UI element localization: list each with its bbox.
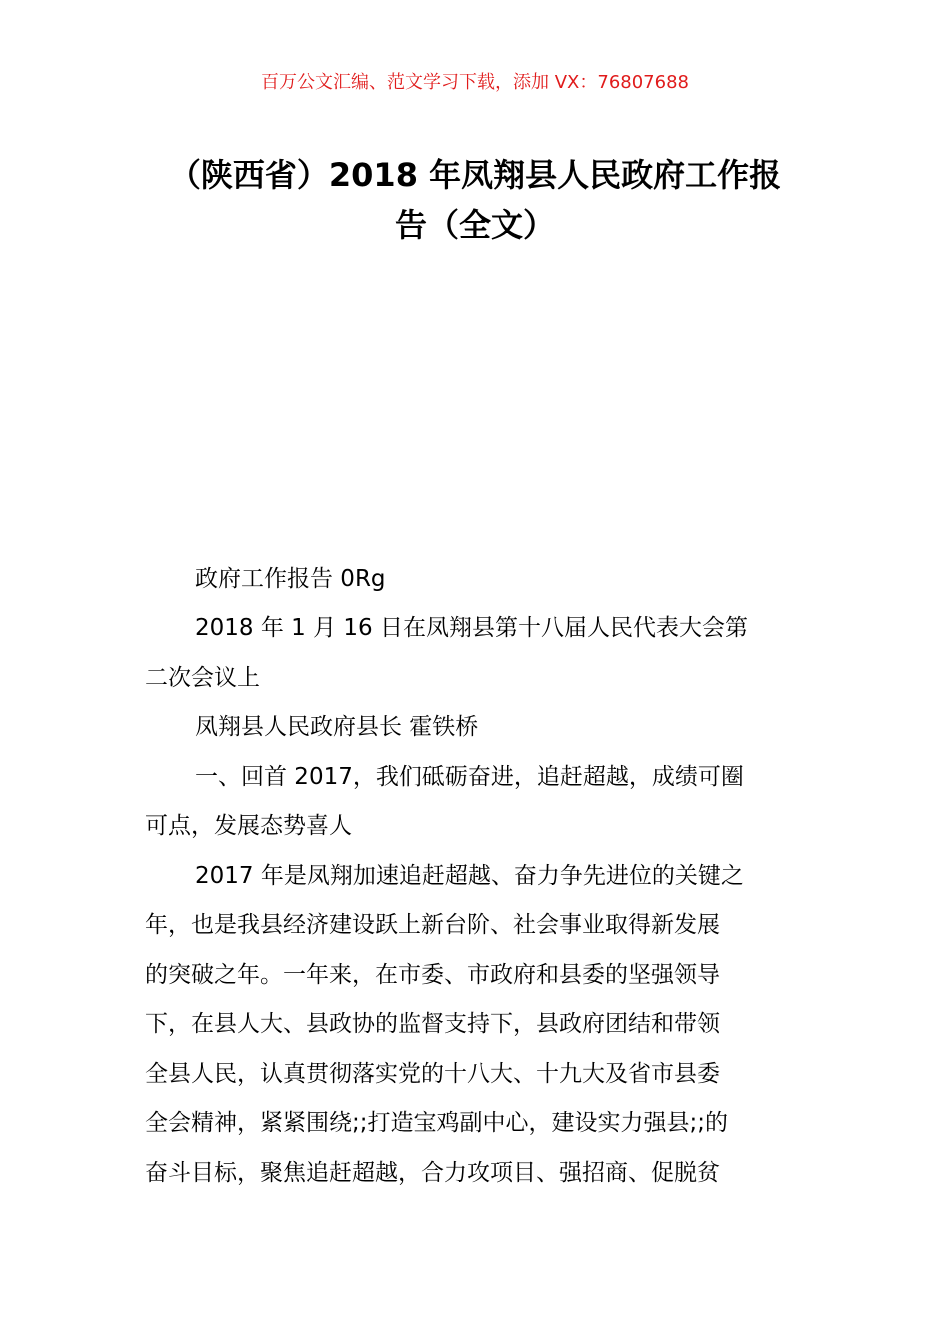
body-line: 政府工作报告 0Rg	[195, 566, 386, 592]
body-line: 可点，发展态势喜人	[145, 813, 352, 839]
watermark-header: 百万公文汇编、范文学习下载，添加 VX：76807688	[261, 72, 689, 93]
body-line: 全县人民，认真贯彻落实党的十八大、十九大及省市县委	[145, 1061, 720, 1087]
body-line: 年，也是我县经济建设跃上新台阶、社会事业取得新发展	[145, 912, 720, 938]
body-line: 全会精神，紧紧围绕;;打造宝鸡副中心，建设实力强县;;的	[145, 1110, 728, 1136]
body-line: 2017 年是凤翔加速追赶超越、奋力争先进位的关键之	[195, 863, 744, 889]
body-line: 奋斗目标，聚焦追赶超越，合力攻项目、强招商、促脱贫	[145, 1160, 720, 1186]
body-line: 下，在县人大、县政协的监督支持下，县政府团结和带领	[145, 1011, 720, 1037]
body-line: 2018 年 1 月 16 日在凤翔县第十八届人民代表大会第	[195, 615, 748, 641]
body-line: 一、回首 2017，我们砥砺奋进，追赶超越，成绩可圈	[195, 764, 744, 790]
body-line: 的突破之年。一年来，在市委、市政府和县委的坚强领导	[145, 962, 720, 988]
document-title-line-1: （陕西省）2018 年凤翔县人民政府工作报	[168, 156, 782, 194]
body-line: 二次会议上	[145, 665, 260, 691]
document-title-line-2: 告（全文）	[394, 206, 555, 244]
body-line: 凤翔县人民政府县长 霍铁桥	[195, 714, 479, 740]
